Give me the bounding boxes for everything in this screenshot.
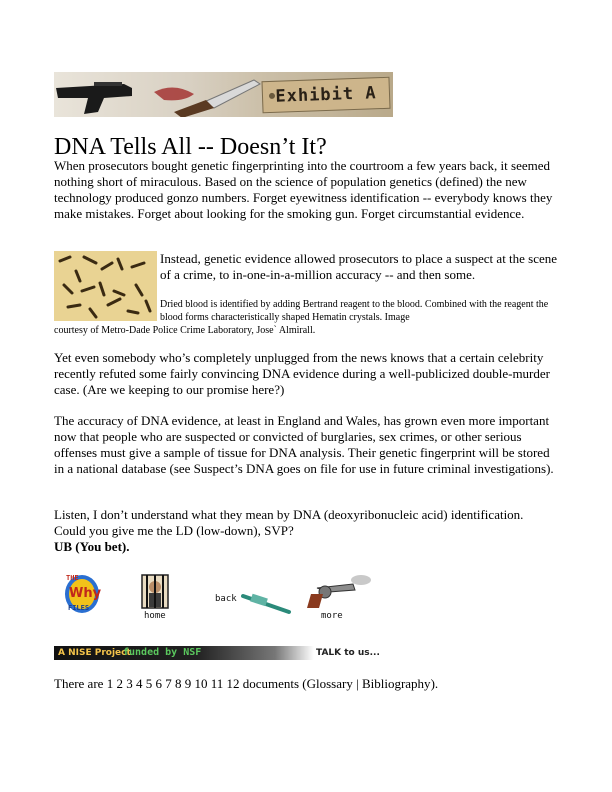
jail-cell-icon bbox=[138, 574, 176, 610]
tag-hole-icon bbox=[269, 93, 275, 99]
documents-suffix: documents ( bbox=[242, 676, 307, 691]
nise-project-label: A NISE Project bbox=[58, 648, 131, 658]
home-button[interactable] bbox=[138, 574, 176, 622]
lead-paragraph: Instead, genetic evidence allowed prosecutors to place a suspect at the scene of a crime, to in-one-in-a-million accuracy -- and then some. bbox=[160, 251, 558, 282]
why-files-files: FILES bbox=[68, 604, 90, 612]
exhibit-a-banner bbox=[54, 72, 393, 117]
document-link-11[interactable]: 11 bbox=[210, 676, 224, 691]
document-link-6[interactable]: 6 bbox=[155, 676, 162, 691]
listen-paragraph: Listen, I don’t understand what they mean by DNA (deoxyribonucleic acid) identification. Could you give me the LD (low-down), SVP? bbox=[54, 507, 524, 538]
intro-paragraph: When prosecutors bought genetic fingerprinting into the courtroom a few years back, it seemed nothing short of miraculous. Based on the science of population genetics (defined) the new technology produced gonzo numbers. Forget eyewitness identification -- everybody knows they make mistakes. Forget about looking for the smoking gun. Forget circumstantial evidence. bbox=[54, 158, 553, 221]
document-link-1[interactable]: 1 bbox=[106, 676, 114, 691]
document-link-7[interactable]: 7 bbox=[165, 676, 172, 691]
why-files-why: Why bbox=[69, 586, 102, 601]
document-navigation bbox=[54, 676, 438, 692]
document-link-12[interactable]: 12 bbox=[226, 676, 240, 691]
exhibit-tag bbox=[261, 77, 390, 113]
document-link-2[interactable]: 2 bbox=[116, 676, 123, 691]
bibliography-link[interactable]: Bibliography bbox=[361, 676, 431, 691]
back-label: back bbox=[215, 594, 237, 604]
link-separator: | bbox=[352, 676, 362, 691]
documents-close: ). bbox=[430, 676, 439, 691]
document-link-5[interactable]: 5 bbox=[145, 676, 153, 691]
accuracy-paragraph: The accuracy of DNA evidence, at least in England and Wales, has grown even more important now that people who are suspected or convicted of burglaries, sex crimes, or other serious offenses must give a sample of tissue for DNA analysis. Their genetic fingerprint will be stored in a national database (see Suspect’s DNA goes on file for use in future criminal investigations). bbox=[54, 413, 554, 476]
document-link-10[interactable]: 10 bbox=[194, 676, 208, 691]
document-link-8[interactable]: 8 bbox=[174, 676, 182, 691]
home-label: home bbox=[144, 611, 166, 621]
document-number-links bbox=[107, 676, 243, 691]
more-label: more bbox=[321, 611, 343, 621]
document-link-4[interactable]: 4 bbox=[135, 676, 143, 691]
documents-prefix: There are bbox=[54, 676, 104, 691]
revolver-icon bbox=[303, 574, 375, 610]
image-credit: courtesy of Metro-Dade Police Crime Laboratory, Jose` Almirall. bbox=[54, 325, 316, 336]
page-title: DNA Tells All -- Doesn’t It? bbox=[54, 134, 327, 160]
image-caption: Dried blood is identified by adding Bertrand reagent to the blood. Combined with the reagent the blood forms characteristically shaped Hematin crystals. Image bbox=[160, 299, 549, 323]
crystal-pattern bbox=[54, 251, 157, 321]
document-link-9[interactable]: 9 bbox=[184, 676, 192, 691]
why-files-the: THE bbox=[66, 574, 79, 582]
why-files-button[interactable] bbox=[63, 572, 101, 616]
you-bet-link[interactable]: UB (You bet). bbox=[54, 539, 130, 554]
document-link-3[interactable]: 3 bbox=[126, 676, 133, 691]
exhibit-label: Exhibit A bbox=[275, 83, 377, 107]
celebrity-paragraph: Yet even somebody who’s completely unplugged from the news knows that a certain celebrity recently refuted some fairly convincing DNA evidence during a well-publicized double-murder case. (Are we keeping to our promise here?) bbox=[54, 350, 550, 397]
back-button[interactable] bbox=[215, 586, 295, 616]
nsf-funding-label: funded by NSF bbox=[123, 647, 202, 658]
glossary-link[interactable]: Glossary bbox=[306, 676, 353, 691]
talk-to-us-link[interactable]: TALK to us... bbox=[316, 648, 380, 658]
more-button[interactable] bbox=[303, 574, 375, 622]
hematin-crystals-image bbox=[54, 251, 157, 321]
